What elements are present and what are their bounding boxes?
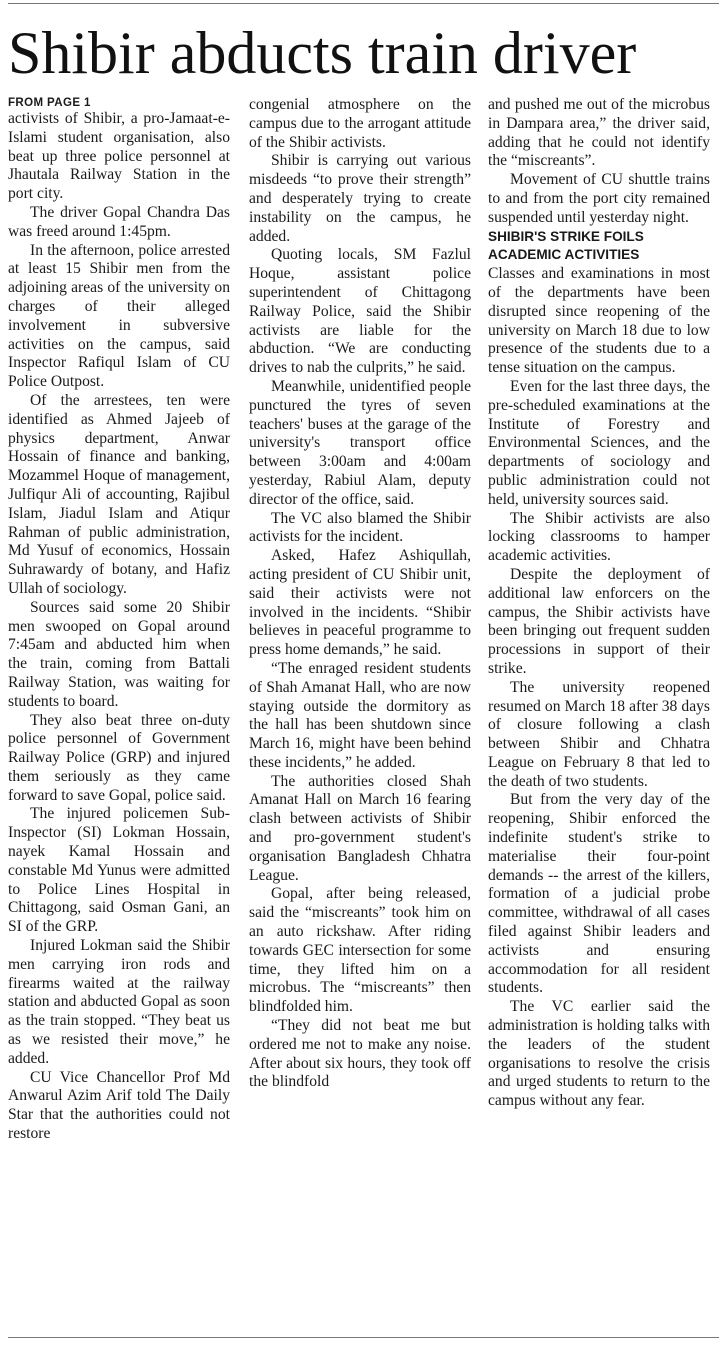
paragraph: Movement of CU shuttle trains to and from the port city remained suspended until yesterday night. (488, 171, 710, 226)
paragraph: and pushed me out of the microbus in Dampara area,” the driver said, adding that he could not identify the “miscreants”. (488, 96, 710, 170)
paragraph: The injured policemen Sub-Inspector (SI) Lokman Hossain, nayek Kamal Hossain and constable Md Yunus were admitted to Police Lines Hospital in Chittagong, said Osman Gani, an SI of the GRP. (8, 805, 230, 936)
paragraph: Gopal, after being released, said the “miscreants” took him on an auto rickshaw. After riding towards GEC intersection for some time, they lifted him on a microbus. The “miscreants” then blindfolded him. (249, 885, 471, 1016)
paragraph: In the afternoon, police arrested at least 15 Shibir men from the adjoining areas of the university on charges of their alleged involvement in subversive activities on the campus, said Inspector Rafiqul Islam of CU Police Outpost. (8, 241, 230, 391)
paragraph: The driver Gopal Chandra Das was freed around 1:45pm. (8, 203, 230, 240)
paragraph: congenial atmosphere on the campus due to the arrogant attitude of the Shibir activists. (249, 96, 471, 151)
paragraph: The Shibir activists are also locking classrooms to hamper academic activities. (488, 509, 710, 565)
paragraph: Even for the last three days, the pre-scheduled examinations at the Institute of Forestry and Environmental Sciences, and the departments of sociology and public administration could not held, university sources said. (488, 377, 710, 508)
article-column-3 (488, 96, 710, 1111)
paragraph: “The enraged resident students of Shah Amanat Hall, who are now staying outside the dormitory as the hall has been shutdown since March 16, might have been behind these incidents,” he added. (249, 659, 471, 771)
top-rule (8, 3, 719, 4)
article-column-2 (249, 96, 471, 1092)
bottom-rule (8, 1337, 719, 1338)
paragraph: The VC also blamed the Shibir activists for the incident. (249, 509, 471, 546)
paragraph: Of the arrestees, ten were identified as Ahmed Jajeeb of physics department, Anwar Hossain of finance and banking, Mozammel Hoque of management, Julfiqur Ali of accounting, Rajibul Islam, Jiadul Islam and Atiqur Rahman of public administration, Md Yusuf of economics, Hossain Suhrawardy of botany, and Hafiz Ullah of sociology. (8, 391, 230, 597)
paragraph: But from the very day of the reopening, Shibir enforced the indefinite student's strike to materialise their four-point demands -- the arrest of the killers, formation of a judicial probe committee, withdrawal of all cases filed against Shibir leaders and activists and ensuring accommodation for all resident students. (488, 791, 710, 997)
paragraph: Sources said some 20 Shibir men swooped on Gopal around 7:45am and abducted him when the train, coming from Battali Railway Station, was waiting for students to board. (8, 598, 230, 710)
paragraph: Quoting locals, SM Fazlul Hoque, assistant police superintendent of Chittagong Railway Police, said the Shibir activists are liable for the abduction. “We are conducting drives to nab the culprits,” he said. (249, 246, 471, 377)
paragraph: The university reopened resumed on March 18 after 38 days of closure following a clash between Shibir and Chhatra League on February 8 that led to the death of two students. (488, 678, 710, 790)
continuation-kicker: FROM PAGE 1 (8, 97, 91, 109)
paragraph: Asked, Hafez Ashiqullah, acting president of CU Shibir unit, said their activists were not involved in the incidents. “Shibir believes in peaceful programme to press home demands,” he said. (249, 547, 471, 659)
paragraph: Meanwhile, unidentified people punctured the tyres of seven teachers' buses at the garage of the university's transport office between 3:00am and 4:00am yesterday, Rabiul Alam, deputy director of the office, said. (249, 377, 471, 508)
paragraph: CU Vice Chancellor Prof Md Anwarul Azim Arif told The Daily Star that the authorities could not restore (8, 1068, 230, 1143)
article-headline: Shibir abducts train driver (8, 20, 637, 86)
section-subheading: SHIBIR'S STRIKE FOILS ACADEMIC ACTIVITIES (488, 228, 644, 263)
paragraph: Despite the deployment of additional law enforcers on the campus, the Shibir activists have been bringing out frequent sudden processions in support of their strike. (488, 565, 710, 677)
paragraph: activists of Shibir, a pro-Jamaat-e-Islami student organisation, also beat up three police personnel at Jhautala Railway Station in the port city. (8, 110, 230, 203)
paragraph: The VC earlier said the administration is holding talks with the leaders of the student organisations to resolve the crisis and urged students to return to the campus without any fear. (488, 998, 710, 1110)
paragraph: They also beat three on-duty police personnel of Government Railway Police (GRP) and injured them seriously as they came forward to save Gopal, police said. (8, 711, 230, 804)
paragraph: Shibir is carrying out various misdeeds “to prove their strength” and desperately trying to create instability on the campus, he added. (249, 152, 471, 245)
paragraph: Injured Lokman said the Shibir men carrying iron rods and firearms waited at the railway station and abducted Gopal as soon as the train stopped. “They beat us as we resisted their move,” he added. (8, 937, 230, 1067)
paragraph: “They did not beat me but ordered me not to make any noise. After about six hours, they took off the blindfold (249, 1017, 471, 1091)
paragraph: The authorities closed Shah Amanat Hall on March 16 fearing clash between activists of Shibir and pro-government student's organisation Bangladesh Chhatra League. (249, 772, 471, 884)
article-column-1 (8, 96, 230, 1144)
paragraph: Classes and examinations in most of the departments have been disrupted since reopening of the university on March 18 due to low presence of the students due to a tense situation on the campus. (488, 265, 710, 377)
